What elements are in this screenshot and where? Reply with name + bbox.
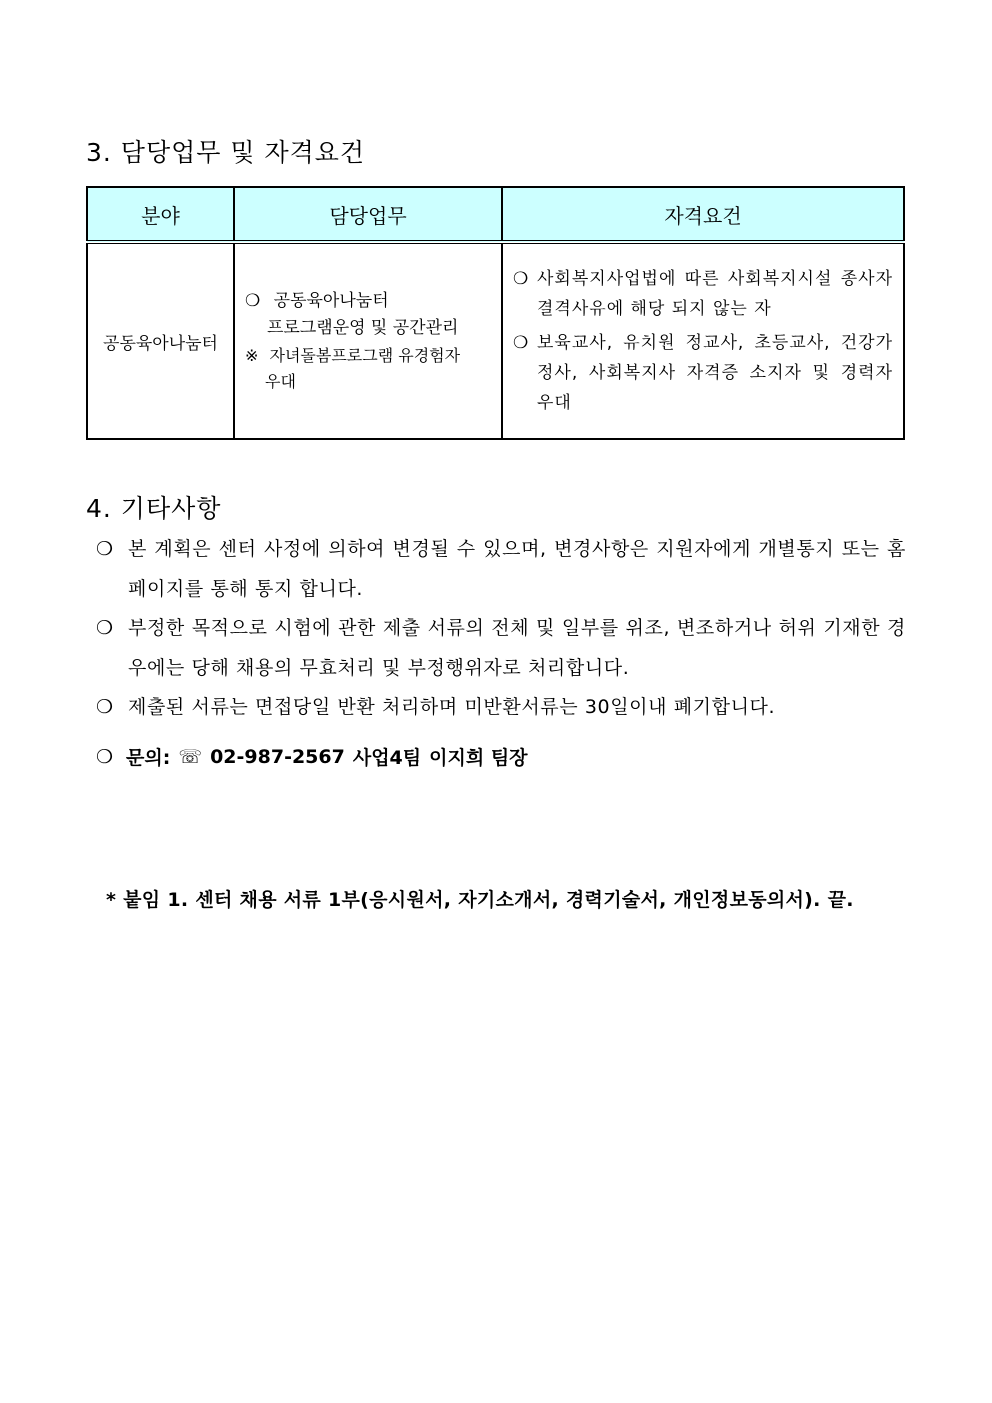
contact-person: 이지희 팀장 (429, 747, 528, 769)
qualification-cell (502, 242, 904, 439)
qualification-list (513, 264, 893, 418)
other-notes-list (96, 530, 906, 728)
circle-bullet-icon: ❍ (96, 745, 114, 768)
duty-line-1: 공동육아나눔터 (273, 291, 389, 311)
contact-info (96, 743, 528, 770)
section-3-title: 3. 담당업무 및 자격요건 (86, 138, 366, 167)
section-4-title: 4. 기타사항 (86, 494, 222, 523)
note-text: 제출된 서류는 면접당일 반환 처리하며 미반환서류는 30일이내 폐기합니다. (128, 696, 776, 718)
circle-bullet-icon: ❍ (96, 696, 114, 718)
circle-bullet-icon: ❍ (96, 617, 114, 639)
duty-line-2: 프로그램운영 및 공간관리 (267, 318, 459, 338)
list-item (513, 264, 893, 324)
header-field: 분야 (87, 187, 234, 242)
duty-note-line-1: 자녀돌봄프로그램 유경험자 (269, 346, 461, 365)
reference-mark-icon: ※ (245, 346, 259, 365)
circle-bullet-icon: ❍ (245, 291, 261, 311)
duty-note-line-2: 우대 (265, 372, 296, 391)
duty-note (245, 344, 495, 368)
contact-team: 사업4팀 (352, 747, 422, 769)
list-item (96, 530, 906, 609)
header-duty: 담당업무 (234, 187, 502, 242)
duty-qualification-table (86, 186, 905, 440)
circle-bullet-icon: ❍ (513, 333, 529, 353)
list-item (96, 688, 906, 728)
note-text: 부정한 목적으로 시험에 관한 제출 서류의 전체 및 일부를 위조, 변조하거나 허위 기재한 경우에는 당해 채용의 무효처리 및 부정행위자로 처리합니다. (128, 617, 906, 679)
list-item (96, 609, 906, 688)
note-text: 본 계획은 센터 사정에 의하여 변경될 수 있으며, 변경사항은 지원자에게 개별통지 또는 홈페이지를 통해 통지 합니다. (128, 538, 906, 600)
circle-bullet-icon: ❍ (96, 538, 114, 560)
field-cell: 공동육아나눔터 (87, 242, 234, 439)
attachment-note: * 붙임 1. 센터 채용 서류 1부(응시원서, 자기소개서, 경력기술서, 개인정보동의서). 끝. (106, 889, 854, 911)
circle-bullet-icon: ❍ (513, 269, 529, 289)
duty-item (245, 288, 495, 315)
header-qualification: 자격요건 (502, 187, 904, 242)
qualification-text: 사회복지사업법에 따른 사회복지시설 종사자 결격사유에 해당 되지 않는 자 (537, 269, 893, 319)
qualification-text: 보육교사, 유치원 정교사, 초등교사, 건강가정사, 사회복지사 자격증 소지자 및 경력자 우대 (537, 333, 893, 413)
table-row (87, 242, 904, 439)
contact-label: 문의: (126, 747, 171, 769)
contact-phone: 02-987-2567 (210, 745, 345, 768)
duty-cell (234, 242, 502, 439)
list-item (513, 328, 893, 418)
table-header-row (87, 187, 904, 242)
phone-icon: ☏ (178, 745, 203, 768)
